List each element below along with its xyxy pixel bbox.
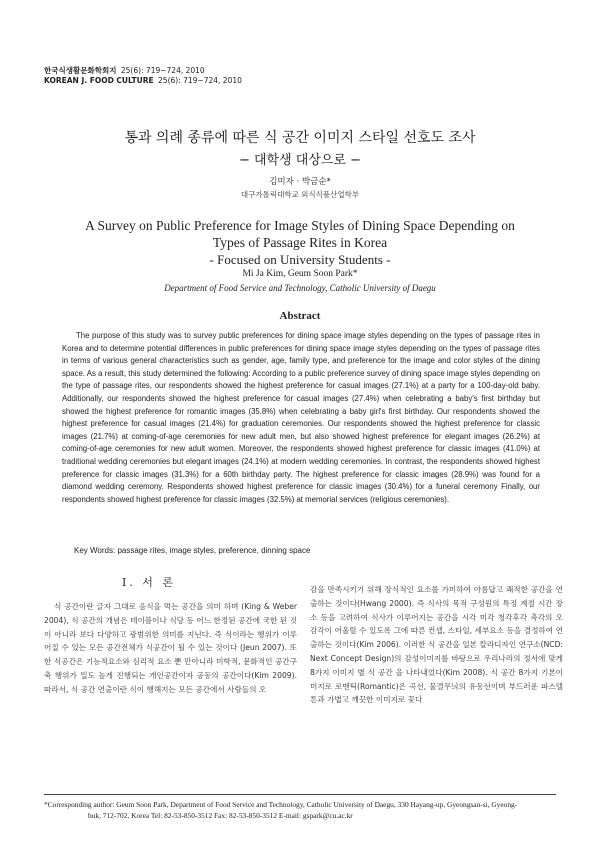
title-en-line2: Types of Passage Rites in Korea bbox=[212, 235, 388, 250]
footnote-line1: *Corresponding author: Geum Soon Park, Department of Food Service and Technology, Catholic University of Daegu, 330 Hayang-up, Gyeongsan-si, Gyeong- bbox=[44, 800, 518, 809]
title-en-line1: A Survey on Public Preference for Image Styles of Dining Space Depending on bbox=[85, 218, 515, 233]
key-words-list: passage rites, image styles, preference, dinning space bbox=[117, 546, 311, 555]
authors-ko: 김미자 · 박금순* bbox=[269, 177, 331, 187]
key-words bbox=[74, 546, 310, 555]
body-column-left: 식 공간이란 글자 그대로 음식을 먹는 공간을 의미 하며 (King & Weber 2004), 식 공간의 개념은 테이블이나 식당 등 어느 한정된 공간에 국한 된 것이 아니라 보다 다양하고 광범위한 의미를 지닌다. 즉 식이라는 행위가 이루어질 수 있는 모든 공간전체가 식공간이 될 수 있는 것이다 (Jeun 2007). 또한 식공간은 기능적요소와 심리적 요소 뿐 만아니라 미학적, 문화적인 공간구축 행위가 밀도 높게 진행되는 개인공간이자 공동의 공간이다(Kim 2009). 따라서, 식 공간 연출이란 식이 행해지는 모든 공간에서 사람들의 오 bbox=[44, 602, 297, 694]
footnote-rule bbox=[44, 794, 556, 795]
footnote-line2: buk, 712-702, Korea Tel: 82-53-850-3512 Fax: 82-53-850-3512 E-mail: gspark@cu.ac.kr bbox=[88, 811, 353, 820]
section-title: I. 서 론 bbox=[121, 576, 177, 589]
affiliation-ko: 대구가톨릭대학교 외식식품산업학부 bbox=[240, 190, 360, 199]
journal-name-ko: 한국식생활문화학회지 bbox=[44, 66, 117, 75]
footnote bbox=[44, 799, 560, 821]
key-words-label: Key Words: bbox=[74, 546, 116, 555]
affiliation-en: Department of Food Service and Technology, Catholic University of Daegu bbox=[164, 283, 436, 293]
journal-header-en bbox=[44, 76, 242, 85]
subtitle-ko: − 대학생 대상으로 − bbox=[238, 153, 362, 168]
abstract-heading: Abstract bbox=[279, 310, 321, 322]
journal-header-ko bbox=[44, 65, 205, 76]
title-ko: 통과 의례 종류에 따른 식 공간 이미지 스타일 선호도 조사 bbox=[124, 130, 476, 146]
journal-volume-ko: 25(6): 719~724, 2010 bbox=[120, 66, 205, 75]
journal-volume-en: 25(6): 719~724, 2010 bbox=[158, 76, 242, 85]
subtitle-en: - Focused on University Students - bbox=[209, 252, 391, 267]
abstract-body: The purpose of this study was to survey public preferences for dining space image styles depending on the types of passage rites in Korea and to determine potential differences in public preferences for dining space image styles depending on the types of passage rites in terms of various general characteristics such as gender, age, family type, and preference for the image and color styles of the dining space. As a result, this study determined the following: According to a public preference survey of dining space image styles depending on the type of passage rites, our respondents showed the highest preference for casual images (27.1%) at a party for a 100-day-old baby. Additionally, our respondents showed the highest preference for casual images (27.4%) when celebrating a baby's first birthday but showed the highest preference for romantic images (35.8%) when celebrating a baby girl's first birthday. Our respondents showed the highest preference for casual images (21.4%) for graduation ceremonies. Our respondents showed the highest preference for classic images (21.7%) at coming-of-age ceremonies for new adult men, but also showed highest preference for elegant images (26.2%) at coming-of-age ceremonies for new adult women. Moreover, the respondents showed highest preference for classic images (41.0%) at traditional wedding ceremonies but elegant images (24.1%) at modern wedding ceremonies. In contrast, the respondents showed highest preference for classic images (31.3%) for a 60th birthday party. The highest preference for classic images (28.9%) was found for a diamond wedding ceremony. Respondents showed highest preference for classic images (30.4%) for a funeral ceremony Finally, our respondents showed highest preference for classic images (32.5%) at memorial services (religious ceremonies). bbox=[62, 331, 540, 504]
journal-name-en: KOREAN J. FOOD CULTURE bbox=[44, 76, 154, 85]
authors-en: Mi Ja Kim, Geum Soon Park* bbox=[242, 269, 358, 279]
body-column-right: 감을 만족시키기 위해 장식적인 요소를 가미하여 아름답고 쾌적한 공간을 연출하는 것이다(Hwang 2000). 즉 식사의 목적 구성원의 특징 계절 시간 장소 등을 고려하여 식사가 이루어지는 공간을 시각 미각 청각후각 촉각의 오 감각이 어울릴 수 있도록 그에 따른 컨셉, 스타일, 세부요소 등을 결정하여 연출하는 것이다(Kim 2006). 이러한 식 공간을 일본 칼라디자인 연구소(NCD: Next Concept Design)의 감성이미지를 바탕으로 우리나라의 정서에 맞게 8가지 이미지 별 식 공간 을 나타내었다(Kim 2008). 식 공간 8가지 기본이미지로 로맨틱(Romantic)은 곡선, 물결무늬의 유동선이며 부드러운 파스텔 톤과 가볍고 깨끗한 이미지로 꽃다 bbox=[310, 585, 563, 705]
